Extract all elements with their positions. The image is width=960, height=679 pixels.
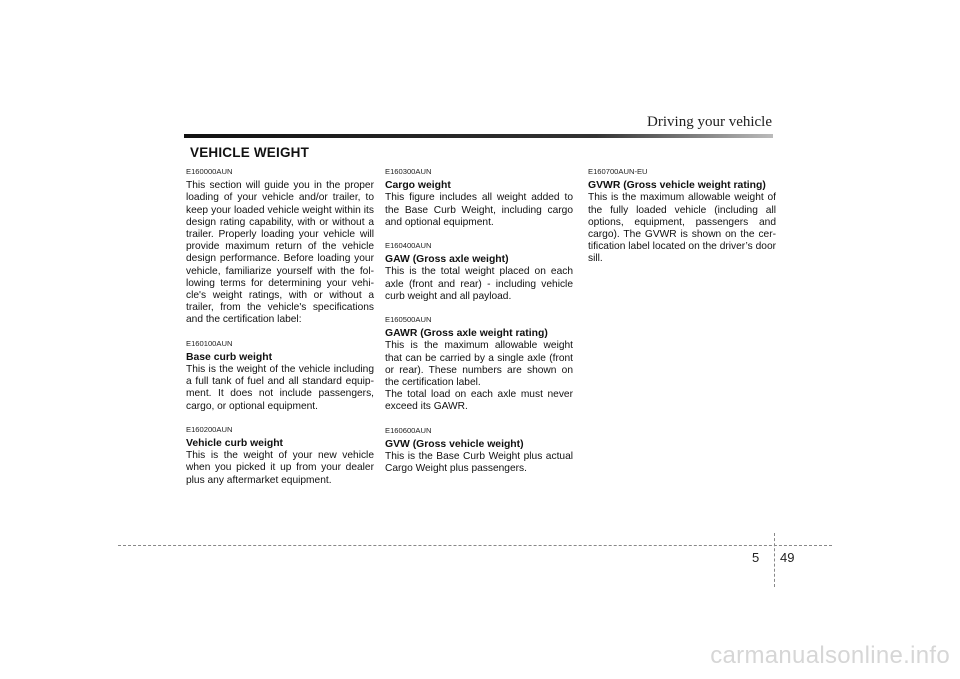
paragraph-gaw: This is the total weight placed on each axle (front and rear) - including vehicle curb weight and all payload.	[385, 266, 573, 302]
code-label: E160600AUN	[385, 425, 432, 435]
subheading-gaw: GAW (Gross axle weight)	[385, 254, 509, 266]
code-label: E160700AUN-EU	[588, 167, 648, 176]
subheading-gvwr: GVWR (Gross vehicle weight rating)	[588, 180, 766, 192]
paragraph-gvwr: This is the maximum allowable weight of the fully loaded vehicle (including all options, equipment, passengers and cargo). The GVWR is shown on the cer-tification label located on the driver’s door sill.	[588, 192, 776, 265]
watermark-text: carmanualsonline.info	[710, 642, 950, 669]
subheading-cargo-weight: Cargo weight	[385, 180, 451, 192]
intro-paragraph: This section will guide you in the proper loading of your vehicle and/or trailer, to keep your loaded vehicle weight within its design rating capability, with or without a trailer. Properly loading your vehicle will provide maximum return of the vehicle design performance. Before loading your vehicle, familiarize yourself with the fol-lowing terms for determining your vehi-cle's weight ratings, with or without a trailer, from the vehicle's specifications and the certification label:	[186, 180, 374, 326]
paragraph-gvw: This is the Base Curb Weight plus actual Cargo Weight plus passengers.	[385, 451, 573, 475]
column-1	[186, 166, 374, 487]
header-rule	[184, 134, 773, 138]
subheading-gawr: GAWR (Gross axle weight rating)	[385, 328, 548, 340]
paragraph-vehicle-curb-weight: This is the weight of your new vehicle when you picked it up from your dealer plus any aftermarket equipment.	[186, 450, 374, 486]
paragraph-base-curb-weight: This is the weight of the vehicle including a full tank of fuel and all standard equip-ment. It does not include passengers, cargo, or optional equipment.	[186, 364, 374, 412]
column-3	[588, 166, 776, 266]
paragraph-cargo-weight: This figure includes all weight added to the Base Curb Weight, including cargo and optional equipment.	[385, 192, 573, 228]
footer-dashed-rule	[118, 545, 832, 546]
paragraph-gawr-note: The total load on each axle must never exceed its GAWR.	[385, 389, 573, 413]
code-label: E160000AUN	[186, 167, 233, 176]
subheading-base-curb-weight: Base curb weight	[186, 351, 273, 363]
subheading-gvw: GVW (Gross vehicle weight)	[385, 438, 524, 450]
chapter-number: 5	[752, 550, 760, 565]
section-title: VEHICLE WEIGHT	[190, 145, 310, 160]
running-header-title: Driving your vehicle	[647, 114, 772, 130]
page-number: 49	[780, 550, 795, 565]
footer-dashed-divider	[774, 533, 775, 587]
subheading-vehicle-curb-weight: Vehicle curb weight	[186, 438, 284, 450]
code-label: E160200AUN	[186, 424, 233, 434]
column-2	[385, 166, 573, 475]
code-label: E160100AUN	[186, 338, 233, 348]
code-label: E160300AUN	[385, 167, 432, 176]
paragraph-gawr: This is the maximum allowable weight that can be carried by a single axle (front or rear). These numbers are shown on the certification label.	[385, 340, 573, 389]
code-label: E160400AUN	[385, 241, 432, 251]
code-label: E160500AUN	[385, 315, 432, 325]
